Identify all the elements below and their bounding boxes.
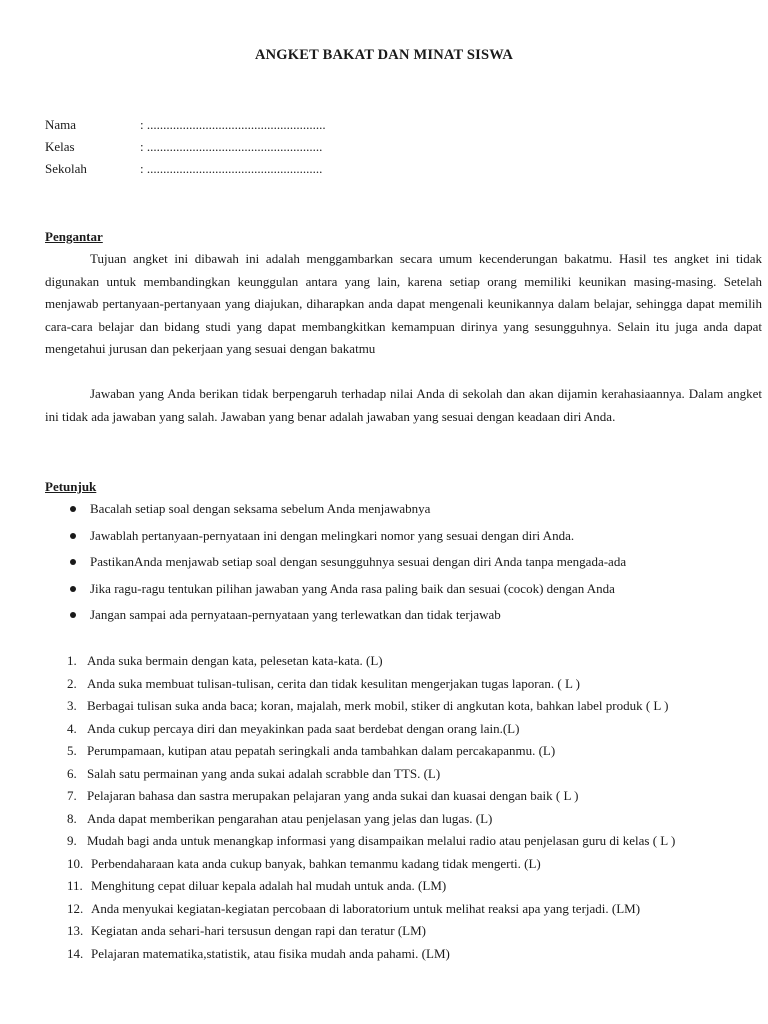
petunjuk-text: Jawablah pertanyaan-pernyataan ini dengan melingkari nomor yang sesuai dengan diri Anda. — [90, 527, 575, 543]
identity-value: : ...................................................... — [140, 139, 323, 154]
question-list — [67, 650, 762, 965]
question-item — [67, 785, 762, 808]
document-title: ANGKET BAKAT DAN MINAT SISWA — [254, 47, 514, 63]
question-number: 11. — [67, 878, 83, 893]
question-item — [67, 875, 762, 898]
list-item — [45, 605, 762, 632]
question-number: 10. — [67, 855, 84, 871]
question-text: Anda dapat memberikan pengarahan atau penjelasan yang jelas dan lugas. (L) — [87, 810, 493, 826]
list-item — [45, 552, 762, 579]
identity-value: : ....................................................... — [140, 117, 326, 132]
identity-row-sekolah — [45, 160, 322, 178]
petunjuk-text: Jangan sampai ada pernyataan-pernyataan yang terlewatkan dan tidak terjawab — [90, 607, 501, 622]
question-text: Mudah bagi anda untuk menangkap informasi yang disampaikan melalui radio atau penjelasan guru di kelas ( L ) — [87, 833, 676, 848]
identity-label: Kelas — [45, 139, 75, 154]
question-item — [67, 740, 762, 763]
pengantar-paragraph-1: Tujuan angket ini dibawah ini adalah menggambarkan secara umum kecenderungan bakatmu. Hasil tes angket ini tidak digunakan untuk membandingkan keunggulan antara yang lain, karena setiap orang memiliki keunikan masing-masing. Setelah menjawab pertanyaan-pertanyaan yang diajukan, diharapkan anda dapat mengenali keunikannya dalam belajar, sehingga dapat memilih cara-cara belajar dan bidang studi yang dapat membangkitkan kemampuan dirinya yang sesungguhnya. Selain itu juga anda dapat mengetahui jurusan dan pekerjaan yang sesuai dengan bakatmu — [45, 251, 762, 356]
question-number: 7. — [67, 788, 77, 803]
bullet-icon — [70, 612, 76, 618]
question-text: Perumpamaan, kutipan atau pepatah seringkali anda tambahkan dalam percakapanmu. (L) — [87, 743, 556, 758]
identity-label: Nama — [45, 117, 77, 132]
question-item — [67, 673, 762, 696]
question-item — [67, 920, 762, 943]
question-item — [67, 943, 762, 966]
question-text: Salah satu permainan yang anda sukai adalah scrabble dan TTS. (L) — [87, 765, 441, 781]
question-item — [67, 853, 762, 876]
list-item — [45, 579, 762, 606]
question-item — [67, 808, 762, 831]
question-item — [67, 898, 762, 921]
pengantar-heading: Pengantar — [45, 229, 103, 244]
question-text: Berbagai tulisan suka anda baca; koran, majalah, merk mobil, stiker di angkutan kota, bahkan label produk ( L ) — [87, 698, 669, 713]
petunjuk-text: Bacalah setiap soal dengan seksama sebelum Anda menjawabnya — [90, 501, 431, 516]
question-number: 12. — [67, 900, 84, 916]
bullet-icon — [70, 533, 76, 539]
bullet-icon — [70, 559, 76, 565]
question-number: 3. — [67, 698, 77, 713]
question-number: 5. — [67, 743, 77, 758]
bullet-icon — [70, 586, 76, 592]
question-text: Anda suka bermain dengan kata, pelesetan kata-kata. (L) — [87, 653, 383, 668]
petunjuk-heading: Petunjuk — [45, 479, 97, 494]
question-item — [67, 650, 762, 673]
bullet-icon — [70, 506, 76, 512]
question-number: 6. — [67, 765, 77, 781]
identity-value: : ...................................................... — [140, 161, 323, 176]
list-item — [45, 499, 762, 526]
question-number: 8. — [67, 810, 77, 826]
question-number: 2. — [67, 675, 77, 691]
question-text: Menghitung cepat diluar kepala adalah hal mudah untuk anda. (LM) — [91, 878, 447, 893]
question-text: Pelajaran matematika,statistik, atau fisika mudah anda pahami. (LM) — [91, 945, 450, 961]
question-text: Anda suka membuat tulisan-tulisan, cerita dan tidak kesulitan mengerjakan tugas laporan. ( L ) — [87, 675, 581, 691]
question-text: Anda cukup percaya diri dan meyakinkan pada saat berdebat dengan orang lain.(L) — [87, 720, 520, 736]
question-item — [67, 718, 762, 741]
question-text: Kegiatan anda sehari-hari tersusun dengan rapi dan teratur (LM) — [91, 923, 426, 938]
petunjuk-text: PastikanAnda menjawab setiap soal dengan sesungguhnya sesuai dengan diri Anda tanpa mengada-ada — [90, 554, 627, 569]
question-item — [67, 763, 762, 786]
identity-label: Sekolah — [45, 161, 87, 176]
question-number: 13. — [67, 923, 84, 938]
identity-row-kelas — [45, 138, 322, 156]
question-text: Pelajaran bahasa dan sastra merupakan pelajaran yang anda sukai dan kuasai dengan baik ( L ) — [87, 788, 579, 803]
question-text: Anda menyukai kegiatan-kegiatan percobaan di laboratorium untuk melihat reaksi apa yang terjadi. (LM) — [91, 900, 641, 916]
question-item — [67, 830, 762, 853]
pengantar-paragraph-2: Jawaban yang Anda berikan tidak berpengaruh terhadap nilai Anda di sekolah dan akan dijamin kerahasiaannya. Dalam angket ini tidak ada jawaban yang salah. Jawaban yang benar adalah jawaban yang sesuai dengan keadaan diri Anda. — [45, 386, 762, 424]
question-number: 14. — [67, 945, 84, 961]
question-text: Perbendaharaan kata anda cukup banyak, bahkan temanmu kadang tidak mengerti. (L) — [91, 855, 541, 871]
question-number: 1. — [67, 653, 77, 668]
petunjuk-list — [45, 499, 762, 632]
question-number: 4. — [67, 720, 77, 736]
question-item — [67, 695, 762, 718]
list-item — [45, 526, 762, 553]
petunjuk-text: Jika ragu-ragu tentukan pilihan jawaban yang Anda rasa paling baik dan sesuai (cocok) dengan Anda — [90, 580, 615, 596]
identity-row-nama — [45, 116, 326, 134]
question-number: 9. — [67, 833, 77, 848]
